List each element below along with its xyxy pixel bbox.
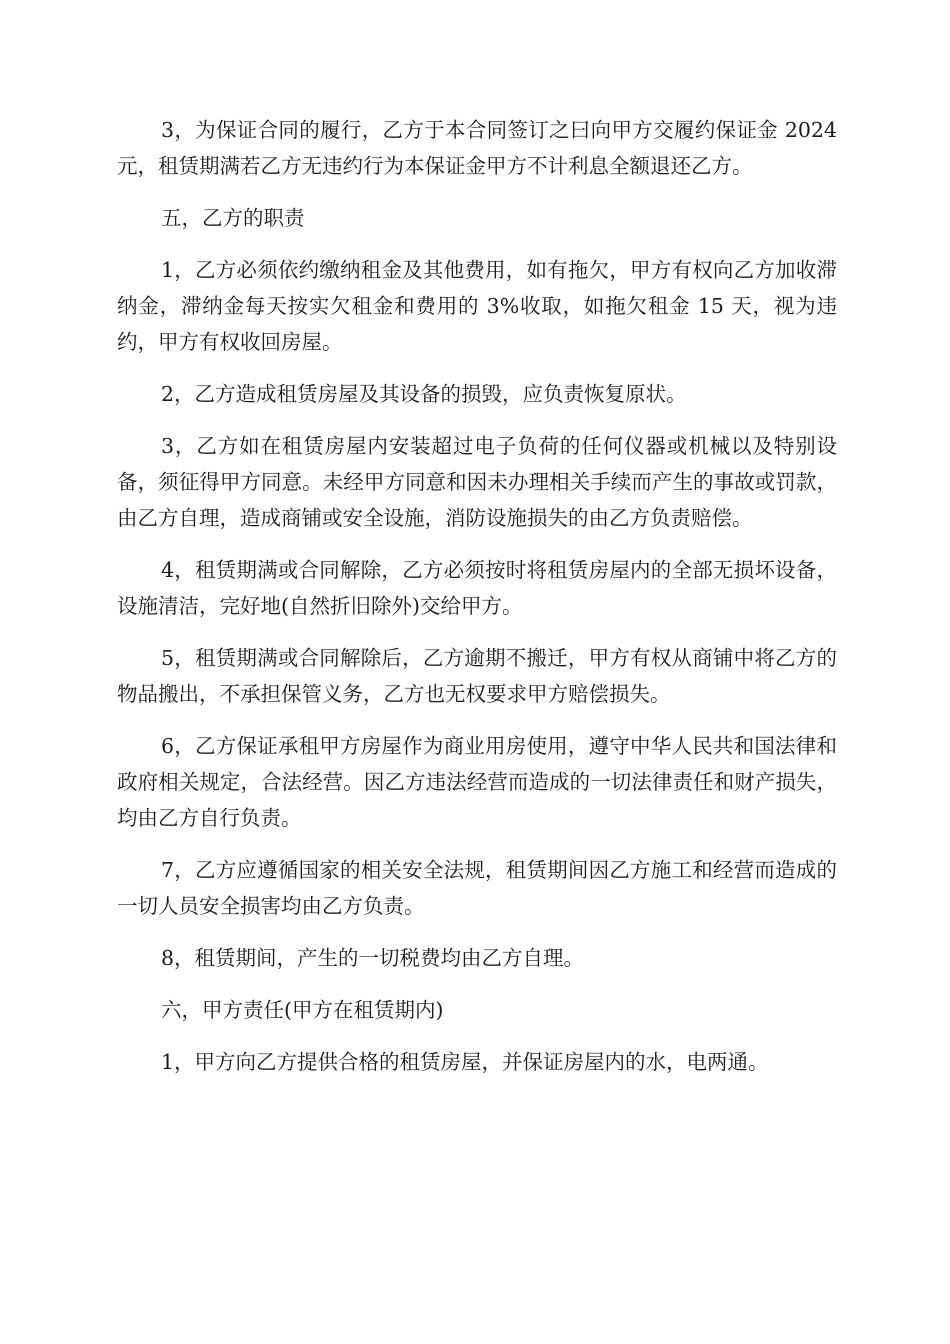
clause-5-3: 3，乙方如在租赁房屋内安装超过电子负荷的任何仪器或机械以及特别设备，须征得甲方同意。未经甲方同意和因未办理相关手续而产生的事故或罚款，由乙方自理，造成商铺或安全设施，消防设施损失的由乙方负责赔偿。 bbox=[117, 434, 837, 530]
clause-5-8: 8，租赁期间，产生的一切税费均由乙方自理。 bbox=[161, 946, 585, 970]
clause-5-2: 2，乙方造成租赁房屋及其设备的损毁，应负责恢复原状。 bbox=[161, 382, 687, 406]
clause-5-4: 4，租赁期满或合同解除，乙方必须按时将租赁房屋内的全部无损坏设备，设施清洁，完好地(自然折旧除外)交给甲方。 bbox=[117, 558, 837, 618]
clause-6-1: 1，甲方向乙方提供合格的租赁房屋，并保证房屋内的水，电两通。 bbox=[161, 1050, 769, 1074]
clause-5-7: 7，乙方应遵循国家的相关安全法规，租赁期间因乙方施工和经营而造成的一切人员安全损害均由乙方负责。 bbox=[117, 858, 837, 918]
clause-4-3-deposit: 3，为保证合同的履行，乙方于本合同签订之曰向甲方交履约保证金 2024 元，租赁期满若乙方无违约行为本保证金甲方不计利息全额退还乙方。 bbox=[117, 118, 837, 178]
section-heading-6: 六，甲方责任(甲方在租赁期内) bbox=[161, 998, 444, 1022]
document-body bbox=[117, 112, 837, 1096]
section-heading-5: 五，乙方的职责 bbox=[161, 206, 305, 230]
clause-5-6: 6，乙方保证承租甲方房屋作为商业用房使用，遵守中华人民共和国法律和政府相关规定，合法经营。因乙方违法经营而造成的一切法律责任和财产损失，均由乙方自行负责。 bbox=[117, 734, 837, 830]
clause-5-5: 5，租赁期满或合同解除后，乙方逾期不搬迁，甲方有权从商铺中将乙方的物品搬出，不承担保管义务，乙方也无权要求甲方赔偿损失。 bbox=[117, 646, 837, 706]
clause-5-1: 1，乙方必须依约缴纳租金及其他费用，如有拖欠，甲方有权向乙方加收滞纳金，滞纳金每天按实欠租金和费用的 3%收取，如拖欠租金 15 天，视为违约，甲方有权收回房屋。 bbox=[117, 258, 837, 354]
